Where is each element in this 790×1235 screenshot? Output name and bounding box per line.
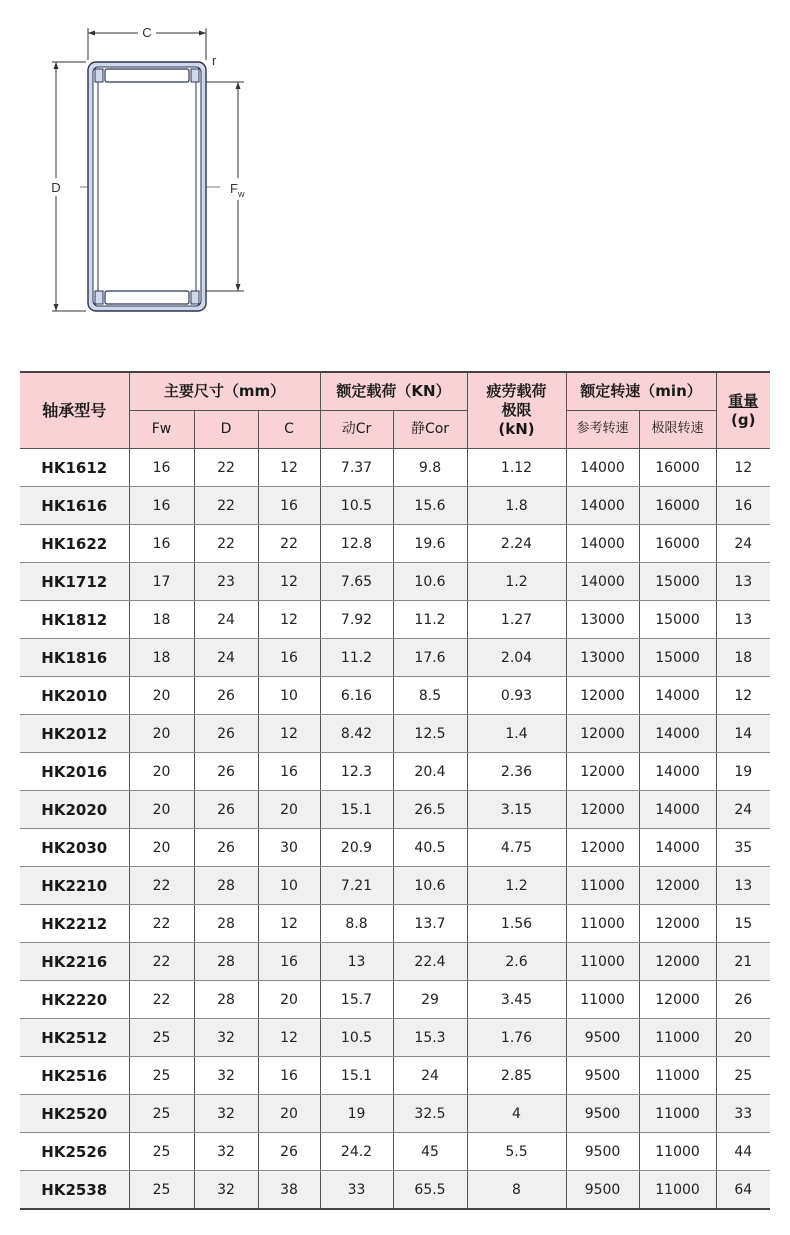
cell-model: HK2516 — [20, 1057, 129, 1095]
cell-fw: 17 — [129, 563, 194, 601]
cell-ref-speed: 12000 — [566, 829, 639, 867]
cell-c: 16 — [258, 487, 320, 525]
cell-c: 20 — [258, 981, 320, 1019]
cell-d: 22 — [194, 449, 258, 487]
cell-dynamic-load: 15.7 — [320, 981, 393, 1019]
label-r: r — [212, 53, 217, 68]
cell-c: 30 — [258, 829, 320, 867]
cell-static-load: 10.6 — [393, 867, 467, 905]
cell-ref-speed: 12000 — [566, 715, 639, 753]
cell-c: 10 — [258, 677, 320, 715]
cell-c: 12 — [258, 905, 320, 943]
cell-ref-speed: 12000 — [566, 791, 639, 829]
cell-weight: 13 — [716, 563, 770, 601]
cell-model: HK2210 — [20, 867, 129, 905]
cell-limit-speed: 11000 — [639, 1057, 716, 1095]
cell-c: 20 — [258, 1095, 320, 1133]
cell-limit-speed: 14000 — [639, 829, 716, 867]
table-row — [20, 715, 770, 753]
cell-limit-speed: 11000 — [639, 1019, 716, 1057]
cell-static-load: 15.6 — [393, 487, 467, 525]
cell-dynamic-load: 8.8 — [320, 905, 393, 943]
cell-limit-speed: 12000 — [639, 867, 716, 905]
cell-static-load: 15.3 — [393, 1019, 467, 1057]
cell-model: HK1816 — [20, 639, 129, 677]
header-limit-speed: 极限转速 — [639, 411, 716, 449]
table-row — [20, 487, 770, 525]
cell-fatigue-limit: 1.27 — [467, 601, 566, 639]
cell-ref-speed: 11000 — [566, 981, 639, 1019]
cell-dynamic-load: 7.37 — [320, 449, 393, 487]
cell-limit-speed: 16000 — [639, 487, 716, 525]
table-row — [20, 791, 770, 829]
cell-ref-speed: 9500 — [566, 1019, 639, 1057]
cell-fatigue-limit: 2.6 — [467, 943, 566, 981]
cell-fatigue-limit: 3.45 — [467, 981, 566, 1019]
cell-d: 28 — [194, 943, 258, 981]
cell-c: 38 — [258, 1171, 320, 1210]
cell-d: 26 — [194, 829, 258, 867]
cell-d: 26 — [194, 753, 258, 791]
cell-fatigue-limit: 1.12 — [467, 449, 566, 487]
cell-d: 22 — [194, 525, 258, 563]
cell-limit-speed: 14000 — [639, 715, 716, 753]
cell-fw: 20 — [129, 753, 194, 791]
cell-weight: 14 — [716, 715, 770, 753]
table-row — [20, 1057, 770, 1095]
cell-fw: 22 — [129, 867, 194, 905]
cell-fatigue-limit: 0.93 — [467, 677, 566, 715]
cell-fw: 16 — [129, 449, 194, 487]
cell-limit-speed: 14000 — [639, 677, 716, 715]
table-row — [20, 867, 770, 905]
table-row — [20, 449, 770, 487]
table-row — [20, 829, 770, 867]
cell-d: 26 — [194, 791, 258, 829]
cell-ref-speed: 9500 — [566, 1057, 639, 1095]
cell-limit-speed: 15000 — [639, 639, 716, 677]
cell-model: HK1812 — [20, 601, 129, 639]
cell-ref-speed: 13000 — [566, 639, 639, 677]
header-rated-speed: 额定转速（min） — [566, 372, 716, 411]
cell-ref-speed: 14000 — [566, 449, 639, 487]
header-c: C — [258, 411, 320, 449]
header-main-dims: 主要尺寸（mm） — [129, 372, 320, 411]
cell-d: 32 — [194, 1171, 258, 1210]
cell-weight: 20 — [716, 1019, 770, 1057]
cell-static-load: 12.5 — [393, 715, 467, 753]
cell-limit-speed: 11000 — [639, 1095, 716, 1133]
cell-static-load: 40.5 — [393, 829, 467, 867]
cell-c: 16 — [258, 639, 320, 677]
cell-weight: 13 — [716, 601, 770, 639]
cell-fw: 25 — [129, 1133, 194, 1171]
cell-d: 22 — [194, 487, 258, 525]
cell-fatigue-limit: 1.8 — [467, 487, 566, 525]
cell-model: HK1622 — [20, 525, 129, 563]
table-row — [20, 753, 770, 791]
cell-dynamic-load: 12.8 — [320, 525, 393, 563]
cell-ref-speed: 14000 — [566, 487, 639, 525]
cell-dynamic-load: 8.42 — [320, 715, 393, 753]
cell-model: HK2520 — [20, 1095, 129, 1133]
cell-static-load: 13.7 — [393, 905, 467, 943]
cell-d: 26 — [194, 715, 258, 753]
cell-static-load: 9.8 — [393, 449, 467, 487]
cell-fw: 16 — [129, 525, 194, 563]
cell-c: 12 — [258, 449, 320, 487]
table-row — [20, 1171, 770, 1210]
cell-weight: 35 — [716, 829, 770, 867]
cell-limit-speed: 14000 — [639, 753, 716, 791]
cell-model: HK2216 — [20, 943, 129, 981]
cell-dynamic-load: 15.1 — [320, 1057, 393, 1095]
cell-static-load: 20.4 — [393, 753, 467, 791]
cell-ref-speed: 11000 — [566, 867, 639, 905]
cell-ref-speed: 14000 — [566, 563, 639, 601]
cell-d: 23 — [194, 563, 258, 601]
header-dynamic-load: 动Cr — [320, 411, 393, 449]
cell-static-load: 17.6 — [393, 639, 467, 677]
cell-fw: 16 — [129, 487, 194, 525]
cell-fw: 18 — [129, 601, 194, 639]
header-fw: Fw — [129, 411, 194, 449]
cell-model: HK2512 — [20, 1019, 129, 1057]
cell-dynamic-load: 6.16 — [320, 677, 393, 715]
cell-c: 26 — [258, 1133, 320, 1171]
cell-fw: 20 — [129, 829, 194, 867]
cell-dynamic-load: 7.92 — [320, 601, 393, 639]
cell-weight: 44 — [716, 1133, 770, 1171]
cell-fw: 20 — [129, 677, 194, 715]
table-row — [20, 981, 770, 1019]
cell-model: HK2010 — [20, 677, 129, 715]
table-row — [20, 677, 770, 715]
cell-c: 22 — [258, 525, 320, 563]
cell-weight: 13 — [716, 867, 770, 905]
cell-model: HK2016 — [20, 753, 129, 791]
cell-ref-speed: 12000 — [566, 753, 639, 791]
cell-c: 12 — [258, 715, 320, 753]
cell-ref-speed: 9500 — [566, 1095, 639, 1133]
cell-d: 28 — [194, 981, 258, 1019]
cell-ref-speed: 9500 — [566, 1171, 639, 1210]
cell-fatigue-limit: 2.36 — [467, 753, 566, 791]
cell-dynamic-load: 10.5 — [320, 1019, 393, 1057]
cell-weight: 19 — [716, 753, 770, 791]
cell-d: 28 — [194, 905, 258, 943]
header-weight: 重量 (g) — [716, 372, 770, 449]
cell-static-load: 10.6 — [393, 563, 467, 601]
cell-dynamic-load: 33 — [320, 1171, 393, 1210]
cell-weight: 26 — [716, 981, 770, 1019]
cell-fw: 25 — [129, 1019, 194, 1057]
cell-fw: 20 — [129, 715, 194, 753]
cell-fatigue-limit: 1.76 — [467, 1019, 566, 1057]
table-row — [20, 1019, 770, 1057]
cell-d: 32 — [194, 1019, 258, 1057]
cell-weight: 12 — [716, 677, 770, 715]
cell-static-load: 22.4 — [393, 943, 467, 981]
cell-weight: 16 — [716, 487, 770, 525]
cell-dynamic-load: 10.5 — [320, 487, 393, 525]
cell-fatigue-limit: 1.4 — [467, 715, 566, 753]
cell-d: 26 — [194, 677, 258, 715]
cell-dynamic-load: 11.2 — [320, 639, 393, 677]
cell-limit-speed: 16000 — [639, 449, 716, 487]
cell-ref-speed: 11000 — [566, 943, 639, 981]
cell-c: 16 — [258, 1057, 320, 1095]
cell-limit-speed: 16000 — [639, 525, 716, 563]
cell-fatigue-limit: 4 — [467, 1095, 566, 1133]
cell-static-load: 65.5 — [393, 1171, 467, 1210]
cell-ref-speed: 13000 — [566, 601, 639, 639]
header-fatigue-limit: 疲劳载荷 极限 (kN) — [467, 372, 566, 449]
header-rated-load: 额定载荷（KN） — [320, 372, 467, 411]
cell-d: 24 — [194, 601, 258, 639]
cell-static-load: 32.5 — [393, 1095, 467, 1133]
cell-static-load: 45 — [393, 1133, 467, 1171]
label-d: D — [51, 180, 61, 195]
cell-fw: 25 — [129, 1057, 194, 1095]
cell-weight: 24 — [716, 791, 770, 829]
cell-fatigue-limit: 2.04 — [467, 639, 566, 677]
cell-ref-speed: 9500 — [566, 1133, 639, 1171]
cell-fw: 22 — [129, 981, 194, 1019]
cell-dynamic-load: 15.1 — [320, 791, 393, 829]
cell-weight: 21 — [716, 943, 770, 981]
cell-static-load: 24 — [393, 1057, 467, 1095]
cell-c: 10 — [258, 867, 320, 905]
bearing-section-drawing — [40, 18, 270, 318]
header-static-load: 静Cor — [393, 411, 467, 449]
label-c: C — [142, 25, 152, 40]
table-body — [20, 449, 770, 1210]
cell-weight: 24 — [716, 525, 770, 563]
table-row — [20, 639, 770, 677]
table-row — [20, 601, 770, 639]
cell-limit-speed: 11000 — [639, 1133, 716, 1171]
cell-model: HK2020 — [20, 791, 129, 829]
cell-fatigue-limit: 2.85 — [467, 1057, 566, 1095]
cell-limit-speed: 12000 — [639, 981, 716, 1019]
cell-ref-speed: 12000 — [566, 677, 639, 715]
table-row — [20, 563, 770, 601]
cell-fw: 25 — [129, 1171, 194, 1210]
cell-ref-speed: 11000 — [566, 905, 639, 943]
cell-dynamic-load: 20.9 — [320, 829, 393, 867]
cell-d: 32 — [194, 1095, 258, 1133]
cell-d: 32 — [194, 1057, 258, 1095]
cell-fatigue-limit: 1.2 — [467, 563, 566, 601]
cell-dynamic-load: 7.21 — [320, 867, 393, 905]
cell-limit-speed: 15000 — [639, 563, 716, 601]
cell-model: HK2526 — [20, 1133, 129, 1171]
cell-fatigue-limit: 8 — [467, 1171, 566, 1210]
cell-c: 20 — [258, 791, 320, 829]
table-row — [20, 1133, 770, 1171]
cell-d: 28 — [194, 867, 258, 905]
table-row — [20, 943, 770, 981]
cell-c: 16 — [258, 753, 320, 791]
cell-model: HK2220 — [20, 981, 129, 1019]
table-row — [20, 905, 770, 943]
cell-c: 16 — [258, 943, 320, 981]
cell-weight: 15 — [716, 905, 770, 943]
cell-c: 12 — [258, 1019, 320, 1057]
cell-weight: 12 — [716, 449, 770, 487]
bearing-diagram — [40, 18, 270, 318]
cell-model: HK2030 — [20, 829, 129, 867]
cell-dynamic-load: 19 — [320, 1095, 393, 1133]
cell-fatigue-limit: 3.15 — [467, 791, 566, 829]
cell-model: HK2212 — [20, 905, 129, 943]
cell-weight: 25 — [716, 1057, 770, 1095]
cell-fw: 18 — [129, 639, 194, 677]
label-fw: $F_w$ — [230, 181, 245, 199]
header-model: 轴承型号 — [20, 372, 129, 449]
cell-c: 12 — [258, 601, 320, 639]
header-ref-speed: 参考转速 — [566, 411, 639, 449]
cell-model: HK1712 — [20, 563, 129, 601]
table-header — [20, 372, 770, 449]
cell-model: HK1616 — [20, 487, 129, 525]
cell-fw: 22 — [129, 905, 194, 943]
cell-weight: 18 — [716, 639, 770, 677]
cell-limit-speed: 15000 — [639, 601, 716, 639]
cell-limit-speed: 11000 — [639, 1171, 716, 1210]
cell-static-load: 8.5 — [393, 677, 467, 715]
cell-static-load: 29 — [393, 981, 467, 1019]
cell-weight: 64 — [716, 1171, 770, 1210]
cell-static-load: 19.6 — [393, 525, 467, 563]
table-row — [20, 525, 770, 563]
cell-dynamic-load: 12.3 — [320, 753, 393, 791]
cell-fatigue-limit: 5.5 — [467, 1133, 566, 1171]
cell-model: HK2538 — [20, 1171, 129, 1210]
cell-model: HK2012 — [20, 715, 129, 753]
cell-fatigue-limit: 4.75 — [467, 829, 566, 867]
cell-d: 24 — [194, 639, 258, 677]
cell-fw: 22 — [129, 943, 194, 981]
cell-dynamic-load: 24.2 — [320, 1133, 393, 1171]
cell-fw: 20 — [129, 791, 194, 829]
table-row — [20, 1095, 770, 1133]
cell-d: 32 — [194, 1133, 258, 1171]
cell-weight: 33 — [716, 1095, 770, 1133]
cell-fatigue-limit: 1.56 — [467, 905, 566, 943]
cell-limit-speed: 12000 — [639, 905, 716, 943]
cell-dynamic-load: 13 — [320, 943, 393, 981]
cell-limit-speed: 12000 — [639, 943, 716, 981]
cell-c: 12 — [258, 563, 320, 601]
cell-fatigue-limit: 1.2 — [467, 867, 566, 905]
cell-static-load: 11.2 — [393, 601, 467, 639]
header-d: D — [194, 411, 258, 449]
cell-static-load: 26.5 — [393, 791, 467, 829]
cell-model: HK1612 — [20, 449, 129, 487]
cell-dynamic-load: 7.65 — [320, 563, 393, 601]
cell-limit-speed: 14000 — [639, 791, 716, 829]
cell-ref-speed: 14000 — [566, 525, 639, 563]
cell-fw: 25 — [129, 1095, 194, 1133]
cell-fatigue-limit: 2.24 — [467, 525, 566, 563]
bearing-spec-table — [20, 371, 770, 1210]
